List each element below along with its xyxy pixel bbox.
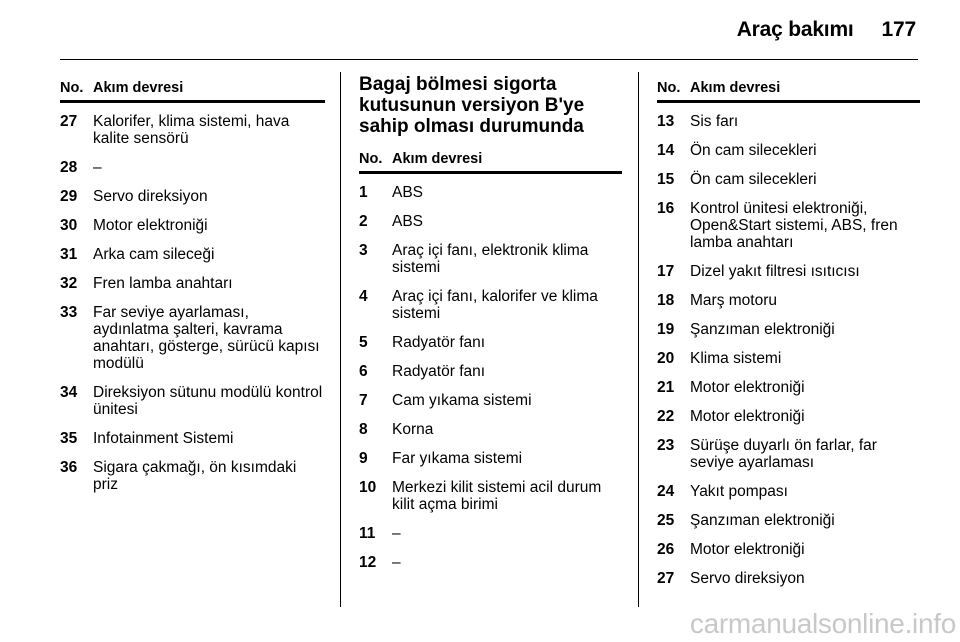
circuit-description: Far yıkama sistemi xyxy=(392,450,523,467)
circuit-description: Motor elektroniği xyxy=(690,379,805,396)
fuse-number: 32 xyxy=(60,275,78,292)
column-divider-1 xyxy=(340,72,341,607)
col-no-header: No. xyxy=(60,80,84,96)
table-row xyxy=(60,217,325,234)
table-row xyxy=(359,334,622,351)
table-row xyxy=(657,200,920,251)
col-no-header: No. xyxy=(359,151,383,167)
table-row xyxy=(359,242,622,276)
table-row xyxy=(359,525,622,542)
table-row xyxy=(60,384,325,418)
table-row xyxy=(657,483,920,500)
table-rows xyxy=(657,113,920,587)
table-row xyxy=(359,363,622,380)
circuit-description: Şanzıman elektroniği xyxy=(690,512,835,529)
fuse-number: 1 xyxy=(359,184,368,201)
circuit-description: Sis farı xyxy=(690,113,739,130)
circuit-description: – xyxy=(392,525,401,542)
table-row xyxy=(60,246,325,263)
fuse-number: 34 xyxy=(60,384,78,401)
circuit-description: Motor elektroniği xyxy=(93,217,208,234)
fuse-number: 18 xyxy=(657,292,675,309)
circuit-description: Arka cam sileceği xyxy=(93,246,215,263)
fuse-number: 7 xyxy=(359,392,368,409)
col-circuit-header: Akım devresi xyxy=(690,80,781,96)
circuit-description: ABS xyxy=(392,213,424,230)
fuse-number: 23 xyxy=(657,437,675,454)
fuse-number: 22 xyxy=(657,408,675,425)
fuse-number: 8 xyxy=(359,421,368,438)
fuse-number: 30 xyxy=(60,217,78,234)
table-row xyxy=(657,171,920,188)
table-row xyxy=(359,184,622,201)
table-header xyxy=(359,147,622,174)
circuit-description: Kontrol ünitesi elektroniği, Open&Start sistemi, ABS, fren lamba anahtarı xyxy=(690,200,898,251)
table-row xyxy=(657,379,920,396)
col-circuit-header: Akım devresi xyxy=(392,151,483,167)
col-circuit-header: Akım devresi xyxy=(93,80,184,96)
circuit-description: Motor elektroniği xyxy=(690,408,805,425)
page-number: 177 xyxy=(881,18,916,41)
circuit-description: – xyxy=(93,159,102,176)
section-title: Bagaj bölmesi sigorta kutusunun versiyon B'ye sahip olması durumunda xyxy=(359,74,585,137)
table-row xyxy=(60,275,325,292)
circuit-description: – xyxy=(392,554,401,571)
page-header xyxy=(737,18,916,42)
table-row xyxy=(657,541,920,558)
fuse-number: 27 xyxy=(657,570,675,587)
header-title: Araç bakımı xyxy=(736,18,854,41)
circuit-description: Radyatör fanı xyxy=(392,363,486,380)
header-rule xyxy=(60,59,918,60)
fuse-number: 16 xyxy=(657,200,675,217)
table-row xyxy=(359,479,622,513)
middle-fuse-table xyxy=(359,76,622,571)
fuse-number: 33 xyxy=(60,304,78,321)
circuit-description: Radyatör fanı xyxy=(392,334,486,351)
table-row xyxy=(657,113,920,130)
table-row xyxy=(60,304,325,372)
fuse-number: 31 xyxy=(60,246,78,263)
table-row xyxy=(657,437,920,471)
table-row xyxy=(60,113,325,147)
fuse-number: 4 xyxy=(359,288,368,305)
table-row xyxy=(657,321,920,338)
table-row xyxy=(657,292,920,309)
fuse-number: 6 xyxy=(359,363,368,380)
fuse-number: 12 xyxy=(359,554,377,571)
table-row xyxy=(359,392,622,409)
fuse-number: 26 xyxy=(657,541,675,558)
fuse-number: 17 xyxy=(657,263,675,280)
fuse-number: 2 xyxy=(359,213,368,230)
circuit-description: Araç içi fanı, elektronik klima sistemi xyxy=(392,242,589,276)
circuit-description: Marş motoru xyxy=(690,292,777,309)
circuit-description: Far seviye ayarlaması, aydınlatma şalteri, kavrama anahtarı, gösterge, sürücü kapısı modülü xyxy=(93,304,320,372)
table-row xyxy=(359,288,622,322)
table-row xyxy=(657,263,920,280)
circuit-description: Motor elektroniği xyxy=(690,541,805,558)
circuit-description: Ön cam silecekleri xyxy=(690,142,817,159)
circuit-description: Sürüşe duyarlı ön farlar, far seviye ayarlaması xyxy=(690,437,877,471)
table-header xyxy=(657,76,920,103)
fuse-number: 14 xyxy=(657,142,675,159)
circuit-description: Merkezi kilit sistemi acil durum kilit açma birimi xyxy=(392,479,602,513)
watermark: carmanualsonline.info xyxy=(689,608,956,639)
table-row xyxy=(60,159,325,176)
circuit-description: Korna xyxy=(392,421,434,438)
table-row xyxy=(60,188,325,205)
fuse-number: 21 xyxy=(657,379,675,396)
fuse-number: 20 xyxy=(657,350,675,367)
fuse-number: 13 xyxy=(657,113,675,130)
circuit-description: Servo direksiyon xyxy=(93,188,208,205)
circuit-description: ABS xyxy=(392,184,424,201)
circuit-description: Araç içi fanı, kalorifer ve klima sistemi xyxy=(392,288,598,322)
table-row xyxy=(359,450,622,467)
table-row xyxy=(60,430,325,447)
table-row xyxy=(359,421,622,438)
fuse-number: 29 xyxy=(60,188,78,205)
table-rows xyxy=(60,113,325,493)
circuit-description: Yakıt pompası xyxy=(690,483,788,500)
fuse-number: 36 xyxy=(60,459,78,476)
fuse-number: 15 xyxy=(657,171,675,188)
fuse-number: 19 xyxy=(657,321,675,338)
fuse-number: 9 xyxy=(359,450,368,467)
table-header xyxy=(60,76,325,103)
fuse-number: 10 xyxy=(359,479,377,496)
table-row xyxy=(657,570,920,587)
fuse-number: 3 xyxy=(359,242,368,259)
circuit-description: Servo direksiyon xyxy=(690,570,805,587)
circuit-description: Dizel yakıt filtresi ısıtıcısı xyxy=(690,263,860,280)
fuse-number: 35 xyxy=(60,430,78,447)
circuit-description: Cam yıkama sistemi xyxy=(392,392,532,409)
circuit-description: Ön cam silecekleri xyxy=(690,171,817,188)
fuse-number: 27 xyxy=(60,113,78,130)
table-row xyxy=(657,512,920,529)
fuse-number: 11 xyxy=(359,525,376,542)
table-row xyxy=(359,554,622,571)
table-rows xyxy=(359,184,622,571)
table-row xyxy=(657,408,920,425)
fuse-number: 5 xyxy=(359,334,368,351)
circuit-description: Şanzıman elektroniği xyxy=(690,321,835,338)
table-row xyxy=(60,459,325,493)
fuse-number: 24 xyxy=(657,483,675,500)
circuit-description: Infotainment Sistemi xyxy=(93,430,234,447)
fuse-number: 25 xyxy=(657,512,675,529)
circuit-description: Fren lamba anahtarı xyxy=(93,275,233,292)
circuit-description: Klima sistemi xyxy=(690,350,782,367)
table-row xyxy=(657,350,920,367)
fuse-number: 28 xyxy=(60,159,78,176)
circuit-description: Sigara çakmağı, ön kısımdaki priz xyxy=(93,459,297,493)
table-row xyxy=(657,142,920,159)
right-fuse-table xyxy=(657,76,920,587)
left-fuse-table xyxy=(60,76,325,493)
column-divider-2 xyxy=(638,72,639,607)
circuit-description: Kalorifer, klima sistemi, hava kalite sensörü xyxy=(93,113,290,147)
circuit-description: Direksiyon sütunu modülü kontrol ünitesi xyxy=(93,384,323,418)
table-row xyxy=(359,213,622,230)
col-no-header: No. xyxy=(657,80,681,96)
